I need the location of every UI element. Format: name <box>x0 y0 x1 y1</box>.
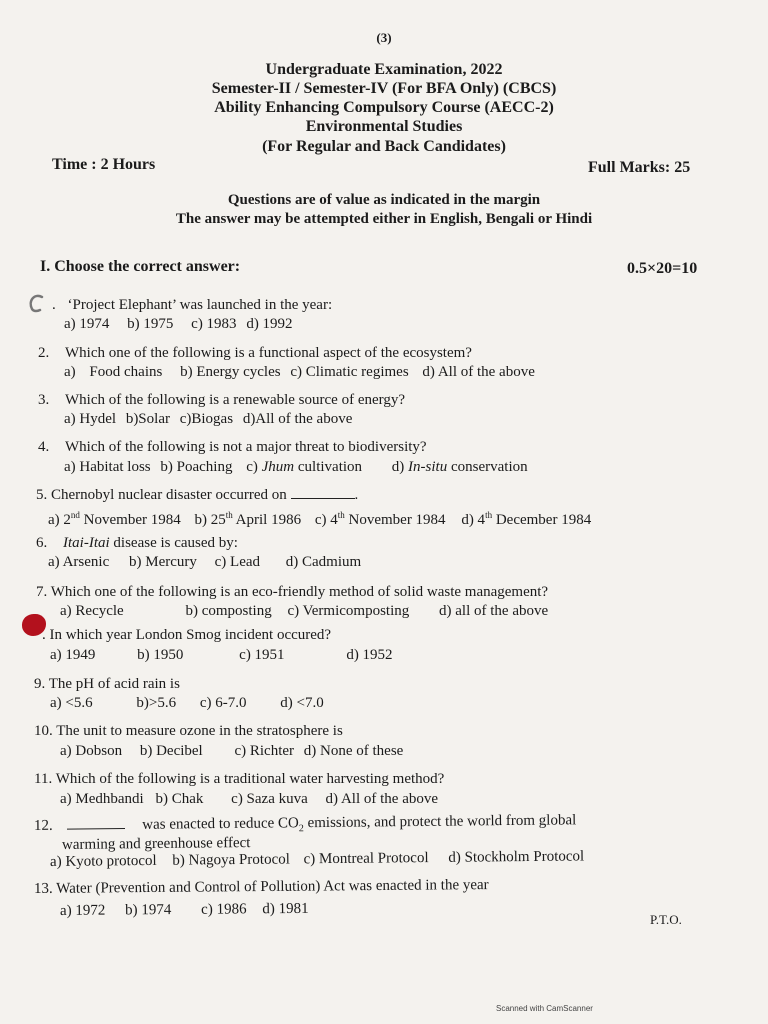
pto-label: P.T.O. <box>650 912 682 927</box>
option-d: d) None of these <box>303 743 404 759</box>
option-a: a) Habitat loss <box>64 459 151 475</box>
question-text: was enacted to reduce CO <box>142 815 299 833</box>
option-b-text: b) 25 <box>194 512 226 528</box>
option-a: a) 1949 <box>50 647 96 663</box>
question-text: Which one of the following is an eco-friendly method of solid waste management? <box>50 584 549 600</box>
option-d: d)All of the above <box>242 411 353 427</box>
option-c-term: Jhum <box>261 459 295 475</box>
question-text: The pH of acid rain is <box>48 676 180 692</box>
option-d: d) Stockholm Protocol <box>448 848 585 866</box>
question-7 <box>36 583 548 602</box>
option-c-text: cultivation <box>294 459 363 475</box>
question-number: 7. <box>36 584 48 600</box>
option-a: a) Kyoto protocol <box>49 852 157 870</box>
option-a: a) Hydel <box>64 411 117 427</box>
option-d: d) All of the above <box>422 364 535 380</box>
question-4 <box>38 438 427 457</box>
question-1 <box>52 296 332 315</box>
pen-mark-icon <box>26 293 46 313</box>
option-a: a) Medhbandi <box>60 791 144 807</box>
option-c-text: c) 4 <box>314 512 338 528</box>
option-b-rest: April 1986 <box>232 512 302 528</box>
question-text: In which year London Smog incident occured? <box>49 627 332 643</box>
option-b: b) Energy cycles <box>180 364 281 380</box>
question-3 <box>38 391 405 410</box>
question-11 <box>34 770 444 789</box>
option-d: d) All of the above <box>325 791 439 807</box>
option-b: b)>5.6 <box>136 695 177 711</box>
option-d: d) <7.0 <box>280 695 324 711</box>
question-10 <box>34 722 343 741</box>
option-b: b) composting <box>185 603 272 619</box>
scanner-watermark: Scanned with CamScanner <box>496 1004 593 1013</box>
question-number: . <box>42 627 46 643</box>
ordinal-suffix: th <box>485 510 493 520</box>
option-c-rest: November 1984 <box>344 512 446 528</box>
options-7 <box>60 602 548 621</box>
option-c: c)Biogas <box>179 411 234 427</box>
option-a: a) <5.6 <box>50 695 93 711</box>
option-b: b) 1975 <box>127 316 174 332</box>
question-9 <box>34 675 180 694</box>
option-b: b) Chak <box>155 791 204 807</box>
answer-blank <box>66 816 124 830</box>
question-text: Which one of the following is a functional aspect of the ecosystem? <box>65 345 472 361</box>
question-end: . <box>354 487 359 503</box>
question-number: 3. <box>38 392 50 408</box>
option-d <box>461 512 591 528</box>
ordinal-suffix: nd <box>70 510 80 520</box>
option-d-term: In-situ <box>408 459 448 475</box>
question-text: Water (Prevention and Control of Pollution) Act was enacted in the year <box>56 877 489 897</box>
option-c: c) Vermicomposting <box>287 603 410 619</box>
question-text: Which of the following is a traditional water harvesting method? <box>55 771 445 787</box>
options-2 <box>64 363 535 382</box>
option-b: b) Nagoya Protocol <box>172 851 290 869</box>
question-number: . <box>52 297 56 313</box>
option-c <box>315 512 446 528</box>
question-number: 4. <box>38 439 50 455</box>
time-label: Time : 2 Hours <box>52 156 156 173</box>
question-text-cont: emissions, and protect the world from global <box>303 812 577 832</box>
question-number: 6. <box>36 535 48 551</box>
option-a-text: a) 2 <box>48 512 71 528</box>
option-d-label: d) <box>391 459 409 475</box>
question-13 <box>34 876 489 899</box>
option-b: b) Poaching <box>160 459 233 475</box>
option-c: c) 1983 <box>191 316 237 332</box>
section-title: I. Choose the correct answer: <box>40 258 241 275</box>
options-5 <box>48 506 591 530</box>
option-b: b) Mercury <box>128 554 197 570</box>
question-number: 5. <box>36 487 48 503</box>
option-a: a) 1974 <box>64 316 110 332</box>
options-13 <box>60 900 309 921</box>
instruction-line-1: Questions are of value as indicated in the margin <box>227 192 541 208</box>
options-4 <box>64 458 528 477</box>
option-a: a) <box>64 364 76 380</box>
option-d-rest: December 1984 <box>492 512 592 528</box>
option-c: c) 1951 <box>239 647 285 663</box>
question-5 <box>36 486 358 505</box>
option-d-text: d) 4 <box>461 512 486 528</box>
option-a <box>48 512 181 528</box>
option-a-text: Food chains <box>89 364 163 380</box>
option-c: c) Montreal Protocol <box>303 850 429 868</box>
option-b: b) 1974 <box>125 902 172 919</box>
question-text: Which of the following is a renewable source of energy? <box>65 392 406 408</box>
page-number: (3) <box>376 30 392 45</box>
option-c: c) Saza kuva <box>231 791 308 807</box>
question-number: 9. <box>34 676 46 692</box>
options-11 <box>60 790 438 809</box>
option-c: c) Climatic regimes <box>290 364 409 380</box>
options-10 <box>60 742 403 761</box>
option-b: b) Decibel <box>139 743 203 759</box>
candidates-line: (For Regular and Back Candidates) <box>262 138 506 155</box>
option-d: d) all of the above <box>439 603 549 619</box>
option-d: d) Cadmium <box>285 554 362 570</box>
question-number: 13. <box>33 880 53 897</box>
semester-line: Semester-II / Semester-IV (For BFA Only) (CBCS) <box>211 80 557 97</box>
question-number: 11. <box>34 771 53 787</box>
question-text: The unit to measure ozone in the stratosphere is <box>56 723 343 739</box>
option-d: d) 1981 <box>262 900 309 918</box>
option-c: c) Lead <box>214 554 261 570</box>
option-c: c) Richter <box>234 743 295 759</box>
question-text: Which of the following is not a major threat to biodiversity? <box>65 439 427 455</box>
subject-line: Environmental Studies <box>305 118 463 135</box>
option-a-rest: November 1984 <box>79 512 181 528</box>
option-d: d) 1952 <box>346 647 393 663</box>
question-text: Chernobyl nuclear disaster occurred on <box>51 487 287 503</box>
options-9 <box>50 694 324 713</box>
ordinal-suffix: th <box>337 510 345 520</box>
option-b: b)Solar <box>125 411 170 427</box>
options-3 <box>64 410 352 429</box>
option-a: a) 1972 <box>59 902 106 919</box>
options-8 <box>50 646 393 665</box>
question-6 <box>36 534 238 553</box>
question-text: ‘Project Elephant’ was launched in the year: <box>67 297 333 313</box>
option-d: d) 1992 <box>246 316 293 332</box>
option-b <box>194 512 301 528</box>
answer-blank <box>291 486 355 499</box>
option-c: c) 6-7.0 <box>199 695 247 711</box>
option-a: a) Dobson <box>60 743 123 759</box>
question-number: 2. <box>38 345 50 361</box>
options-6 <box>48 553 361 572</box>
option-c: c) 1986 <box>201 901 247 918</box>
question-number: 10. <box>34 723 53 739</box>
question-12-line2: warming and greenhouse effect <box>61 835 251 853</box>
options-1 <box>64 315 293 334</box>
option-d-text: conservation <box>447 459 528 475</box>
option-a: a) Arsenic <box>48 554 110 570</box>
question-8 <box>42 626 331 645</box>
instruction-line-2: The answer may be attempted either in English, Bengali or Hindi <box>175 211 593 227</box>
option-a: a) Recycle <box>60 603 124 619</box>
question-number: 12. <box>33 817 53 834</box>
option-b: b) 1950 <box>137 647 184 663</box>
section-marks: 0.5×20=10 <box>627 260 698 277</box>
option-c-label: c) <box>246 459 262 475</box>
full-marks-label: Full Marks: 25 <box>588 159 691 176</box>
course-line: Ability Enhancing Compulsory Course (AECC-2) <box>214 99 554 116</box>
subscript-2: 2 <box>298 823 304 835</box>
disease-name: Itai-Itai <box>63 535 110 551</box>
ordinal-suffix: th <box>225 510 233 520</box>
question-text: disease is caused by: <box>109 535 238 551</box>
question-2 <box>38 344 472 363</box>
exam-title: Undergraduate Examination, 2022 <box>265 61 503 78</box>
